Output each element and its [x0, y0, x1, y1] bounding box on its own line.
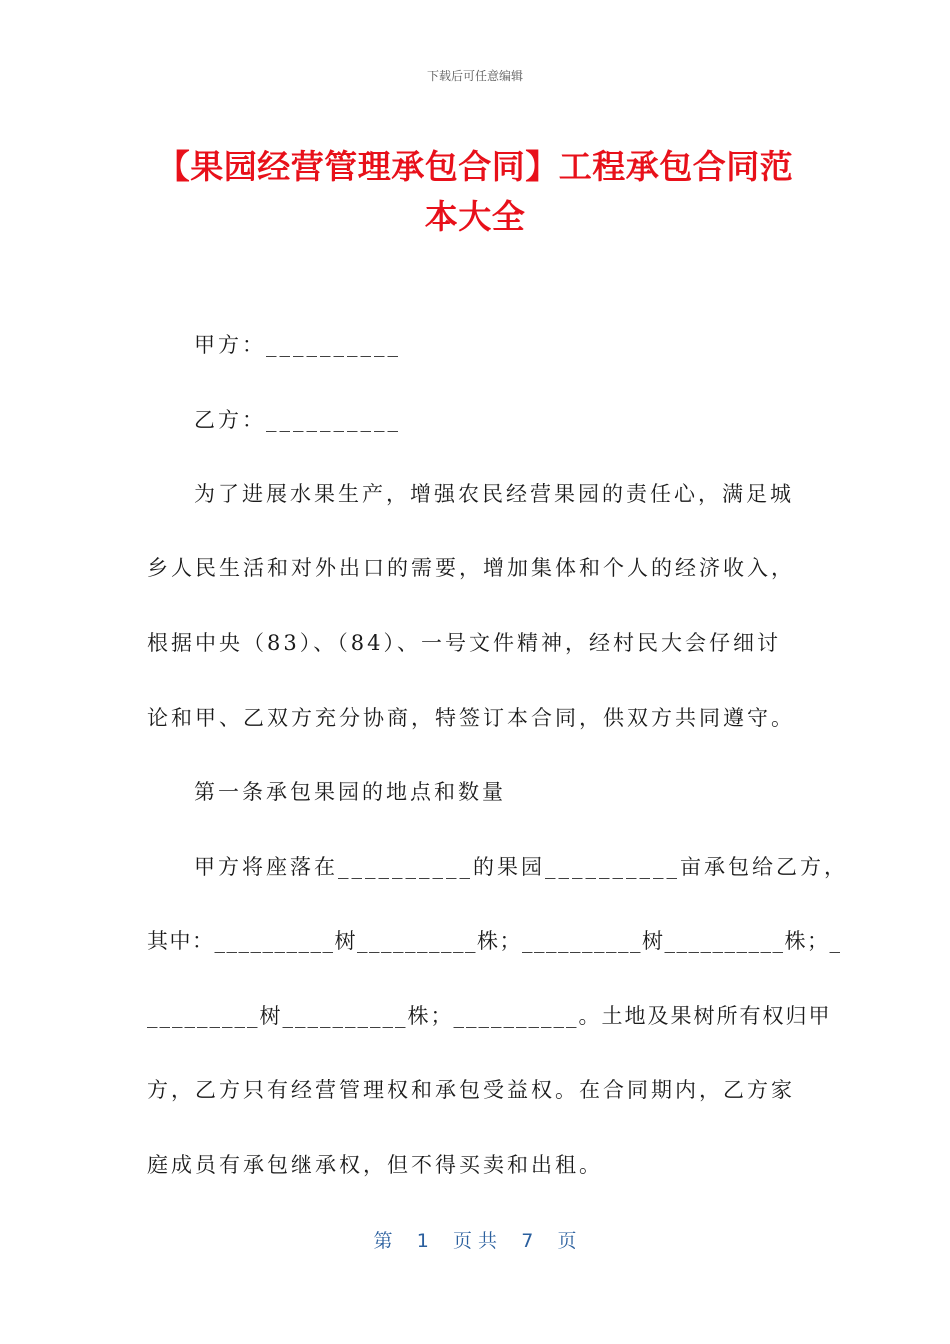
title-line-2: 本大全 — [424, 197, 526, 236]
paragraph-line: 论和甲、乙双方充分协商，特签订本合同，供双方共同遵守。 — [147, 706, 795, 730]
paragraph-line: 庭成员有承包继承权，但不得买卖和出租。 — [147, 1153, 603, 1177]
title-line-1: 【果园经营管理承包合同】工程承包合同范 — [156, 147, 794, 186]
paragraph-line: 甲方将座落在__________的果园__________亩承包给乙方， — [194, 855, 848, 879]
paragraph-line: 其中：__________树__________株；__________树__________株；_ — [147, 929, 842, 953]
total-pages: 7 — [521, 1230, 534, 1252]
paragraph-line: 根据中央（83）、（84）、一号文件精神，经村民大会仔细讨 — [147, 631, 781, 655]
paragraph-line: _________树__________株；__________。土地及果树所有权归甲 — [147, 1004, 832, 1028]
footer-label-page: 第 — [373, 1230, 393, 1252]
paragraph-line: 乡人民生活和对外出口的需要，增加集体和个人的经济收入， — [147, 556, 795, 580]
paragraph-line: 方，乙方只有经营管理权和承包受益权。在合同期内，乙方家 — [147, 1078, 795, 1102]
party-a-line: 甲方：__________ — [194, 333, 401, 357]
party-b-line: 乙方：__________ — [194, 408, 401, 432]
paragraph-line: 为了进展水果生产，增强农民经营果园的责任心，满足城 — [194, 482, 794, 506]
footer-label-of: 页 共 — [452, 1230, 498, 1252]
document-title — [140, 142, 810, 242]
section-heading: 第一条承包果园的地点和数量 — [194, 780, 506, 804]
header-note: 下载后可任意编辑 — [426, 69, 523, 83]
page-number: 1 — [416, 1230, 429, 1252]
footer-label-pages: 页 — [557, 1230, 577, 1252]
page-footer — [0, 1226, 950, 1253]
